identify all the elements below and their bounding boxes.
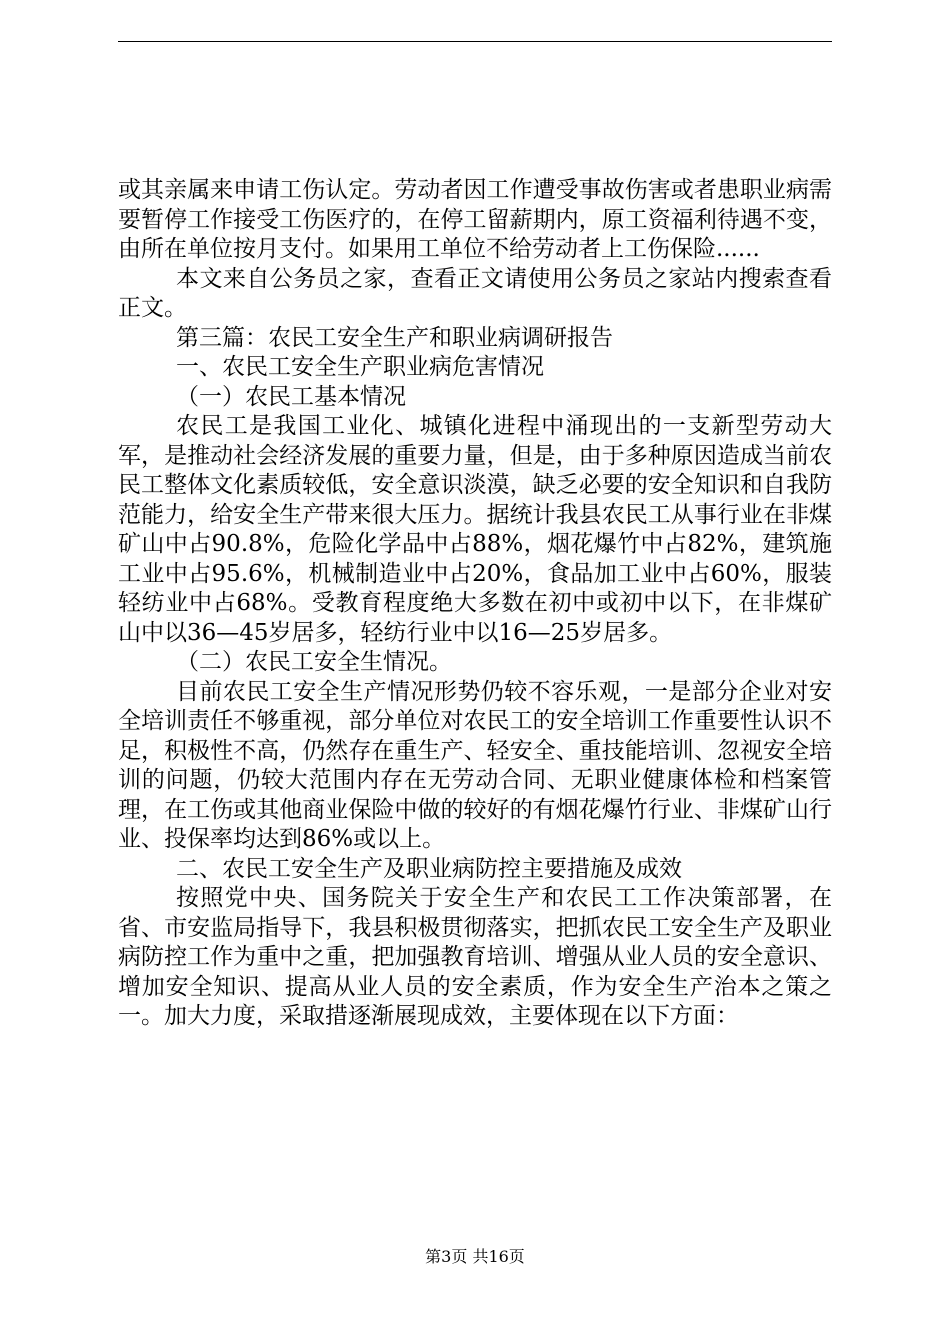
paragraph-measures: 按照党中央、国务院关于安全生产和农民工工作决策部署，在省、市安监局指导下，我县积极贯彻落实，把抓农民工安全生产及职业病防控工作为重中之重，把加强教育培训、增强从业人员的安全意识、增加安全知识、提高从业人员的安全素质，作为安全生产治本之策之一。加大力度，采取措逐渐展现成效，主要体现在以下方面： xyxy=(118,885,832,1029)
paragraph-2: 本文来自公务员之家，查看正文请使用公务员之家站内搜索查看正文。 xyxy=(118,265,832,321)
paragraph-1: 或其亲属来申请工伤认定。劳动者因工作遭受事故伤害或者患职业病需要暂停工作接受工伤医疗的，在停工留薪期内，原工资福利待遇不变，由所在单位按月支付。如果用工单位不给劳动者上工伤保险...... xyxy=(118,177,832,262)
heading-two: 二、农民工安全生产及职业病防控主要措施及成效 xyxy=(176,855,682,882)
heading-one: 一、农民工安全生产职业病危害情况 xyxy=(176,354,544,380)
subheading-one: （一）农民工基本情况 xyxy=(176,383,406,410)
subheading-two: （二）农民工安全生情况。 xyxy=(176,649,452,675)
header-rule xyxy=(118,41,832,42)
page-number-footer: 第3页 共16页 xyxy=(425,1247,525,1266)
section-title-part-three: 第三篇：农民工安全生产和职业病调研报告 xyxy=(176,324,613,351)
paragraph-safety-situation: 目前农民工安全生产情况形势仍较不容乐观，一是部分企业对安全培训责任不够重视，部分单位对农民工的安全培训工作重要性认识不足，积极性不高，仍然存在重生产、轻安全、重技能培训、忽视安全培训的问题，仍较大范围内存在无劳动合同、无职业健康体检和档案管理，在工伤或其他商业保险中做的较好的有烟花爆竹行业、非煤矿山行业、投保率均达到86%或以上。 xyxy=(118,678,832,852)
paragraph-basic-situation: 农民工是我国工业化、城镇化进程中涌现出的一支新型劳动大军，是推动社会经济发展的重要力量，但是，由于多种原因造成当前农民工整体文化素质较低，安全意识淡漠，缺乏必要的安全知识和自我防范能力，给安全生产带来很大压力。据统计我县农民工从事行业在非煤矿山中占90.8%，危险化学品中占88%，烟花爆竹中占82%，建筑施工业中占95.6%，机械制造业中占20%，食品加工业中占60%，服装轻纺业中占68%。受教育程度绝大多数在初中或初中以下，在非煤矿山中以36—45岁居多，轻纺行业中以16—25岁居多。 xyxy=(118,413,832,646)
document-body xyxy=(118,176,832,1032)
